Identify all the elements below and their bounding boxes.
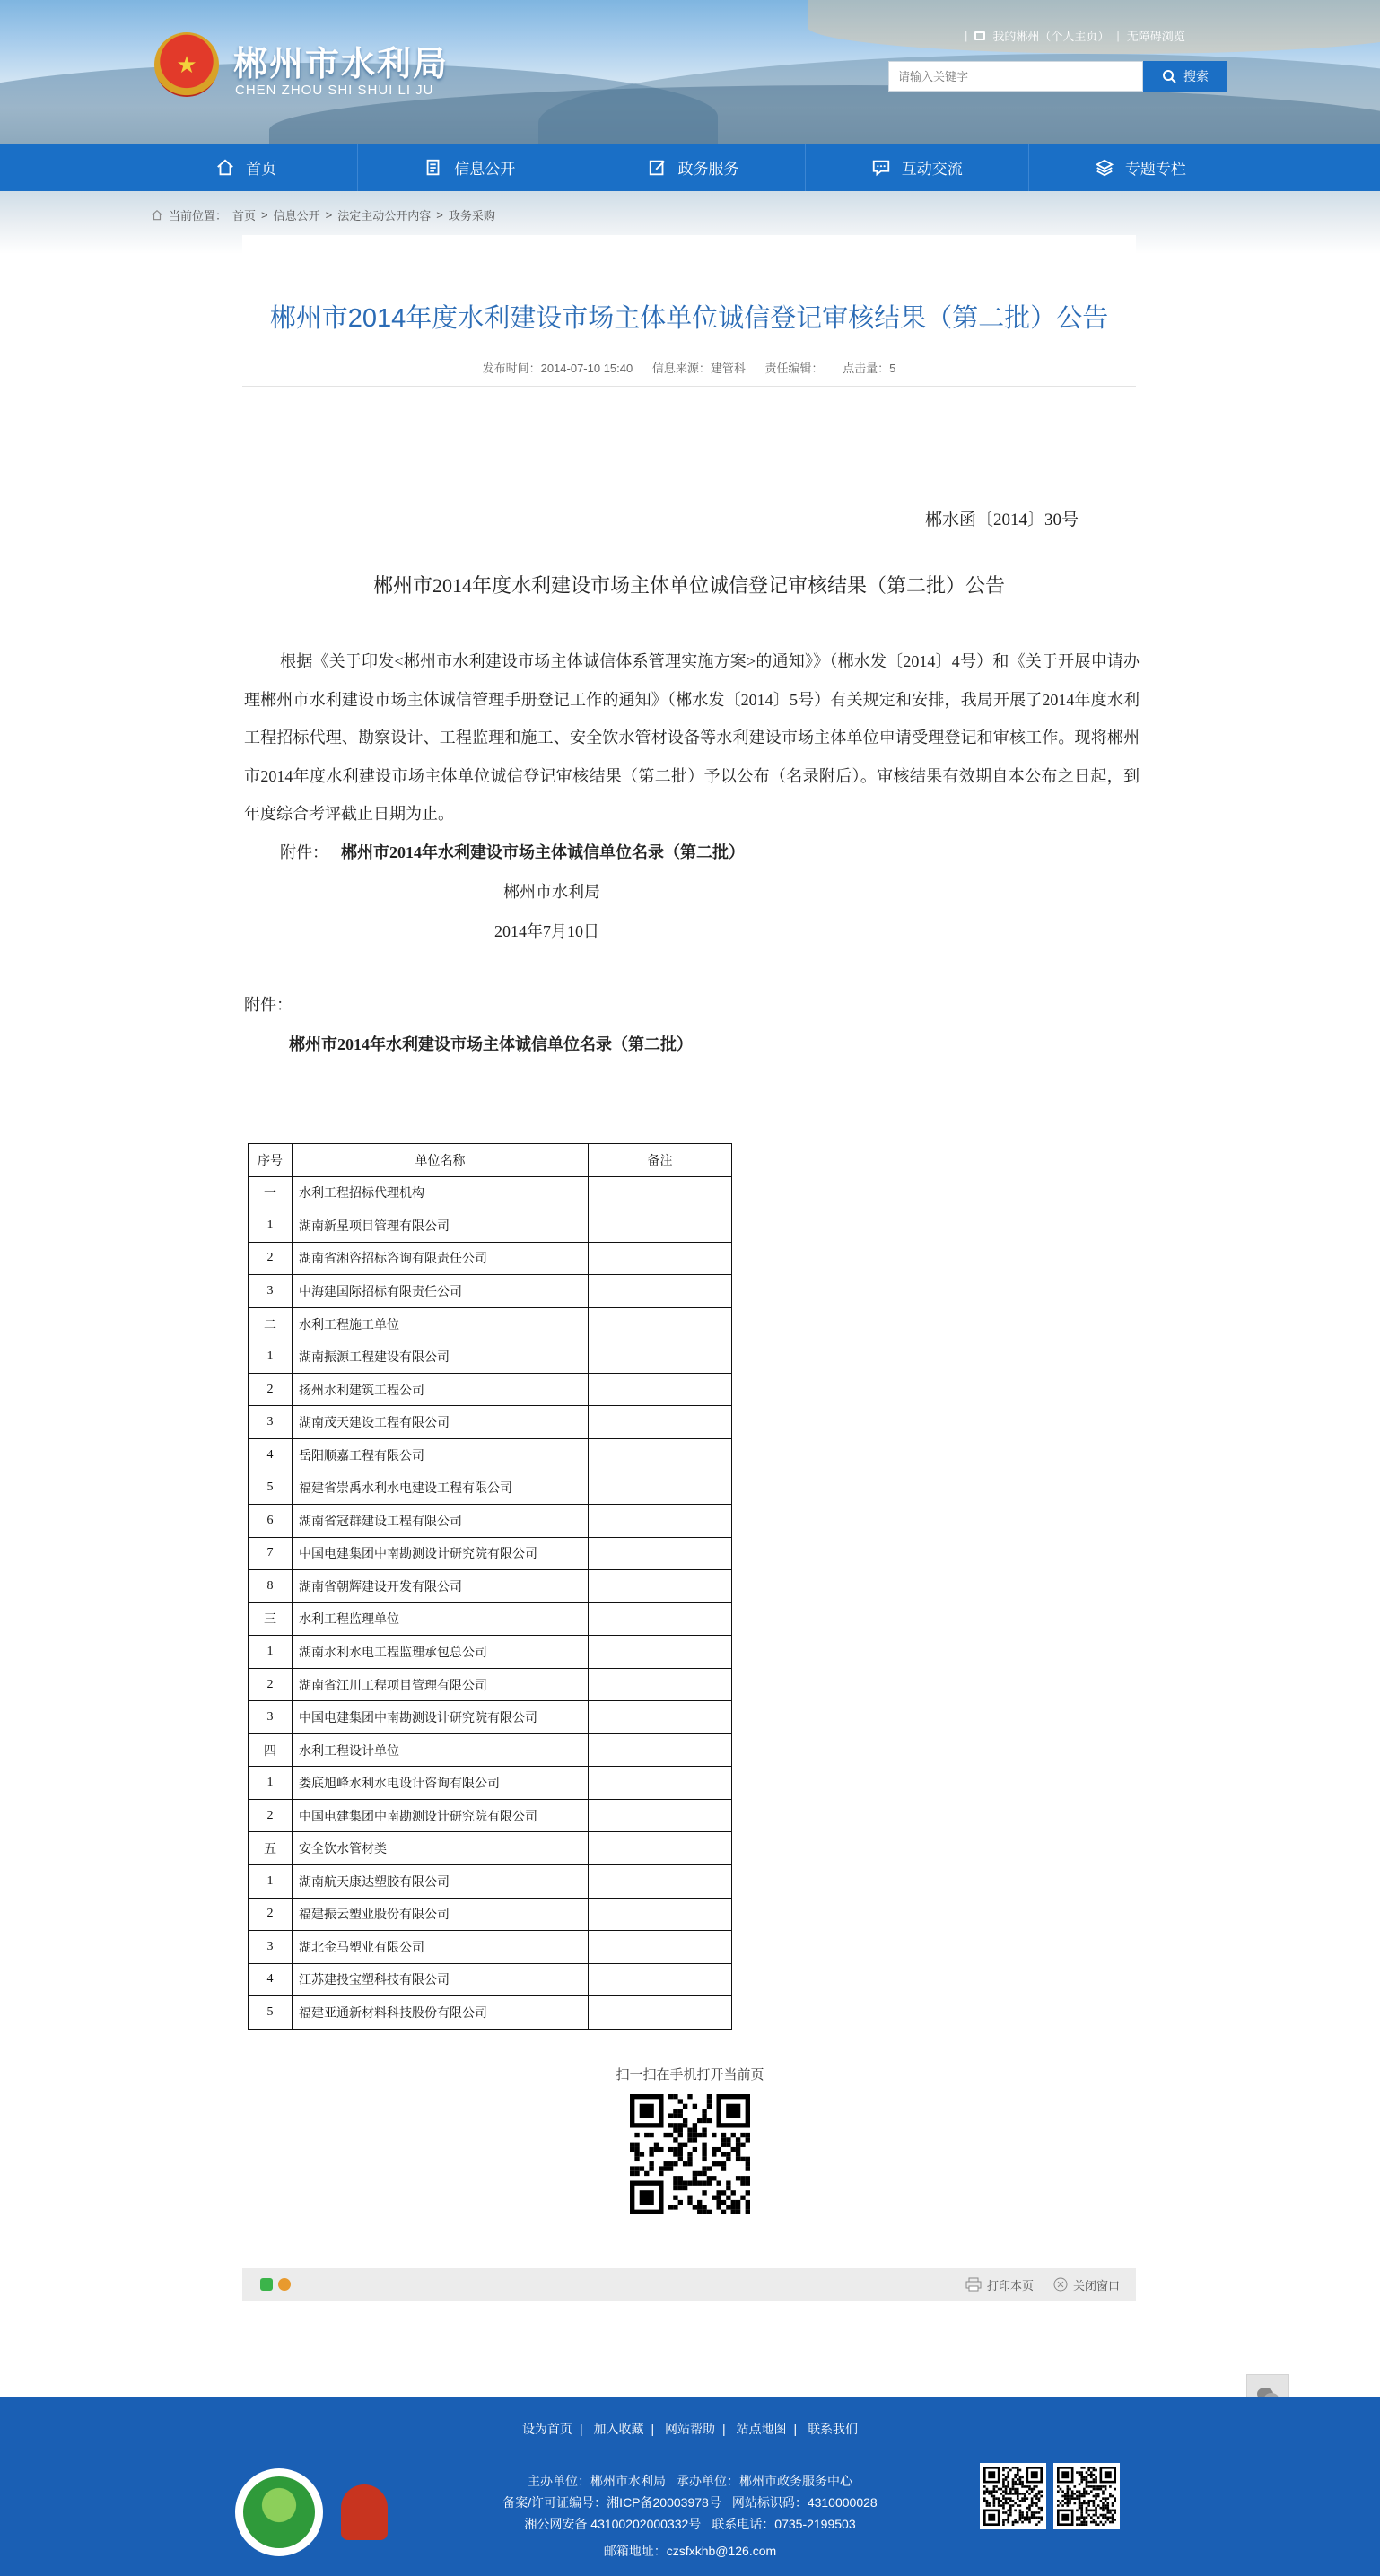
table-row [249, 1636, 732, 1669]
unit-note [589, 1602, 732, 1636]
table-row [249, 1767, 732, 1800]
row-number: 4 [249, 1438, 293, 1471]
table-row [249, 1406, 732, 1439]
table-row [249, 1865, 732, 1899]
unit-note [589, 1340, 732, 1374]
footer-links [0, 2420, 1380, 2438]
table-row [249, 1275, 732, 1308]
nav-item-label: 信息公开 [454, 161, 516, 178]
table-row [249, 1373, 732, 1406]
row-number: 1 [249, 1340, 293, 1374]
table-row [249, 1340, 732, 1374]
footer-qr-1 [980, 2463, 1046, 2529]
table-row [249, 1963, 732, 1996]
click-count: 点击量：5 [843, 362, 896, 375]
table-row [249, 1931, 732, 1964]
divider: | [722, 2422, 726, 2436]
header-name: 单位名称 [293, 1144, 589, 1177]
footer-link-help[interactable]: 网站帮助 [665, 2422, 715, 2436]
unit-note [589, 1767, 732, 1800]
divider: | [793, 2422, 798, 2436]
article-title: 郴州市2014年度水利建设市场主体单位诚信登记审核结果（第二批）公告 [269, 304, 1109, 333]
unit-note [589, 1898, 732, 1931]
editor: 责任编辑： [764, 362, 824, 375]
footer-link-contact[interactable]: 联系我们 [808, 2422, 859, 2436]
nav-item-label: 首页 [246, 161, 277, 178]
breadcrumb-item-procurement[interactable]: 政务采购 [448, 209, 495, 223]
table-row [249, 1537, 732, 1570]
unit-note [589, 1996, 732, 2030]
row-number: 3 [249, 1931, 293, 1964]
search-icon [1162, 69, 1176, 83]
share-icons [260, 2278, 291, 2291]
table-row [249, 1242, 732, 1275]
weibo-share-icon[interactable] [278, 2278, 291, 2291]
unit-note [589, 1799, 732, 1832]
unit-name: 湖南航天康达塑胶有限公司 [293, 1865, 589, 1899]
breadcrumb-item-home[interactable]: 首页 [232, 209, 257, 223]
unit-name: 中国电建集团中南勘测设计研究院有限公司 [293, 1701, 589, 1734]
document-icon [424, 158, 443, 178]
row-number: 8 [249, 1570, 293, 1603]
table-row [249, 1438, 732, 1471]
breadcrumb-sep: > [436, 208, 443, 222]
breadcrumb [151, 206, 495, 223]
appendix-title: 郴州市2014年水利建设市场主体诚信单位名录（第二批） [289, 1035, 693, 1053]
row-number: 7 [249, 1537, 293, 1570]
unit-note [589, 1931, 732, 1964]
table-row [249, 1471, 732, 1505]
national-emblem-icon[interactable]: ★ [154, 32, 219, 97]
footer-link-sitemap[interactable]: 站点地图 [736, 2422, 787, 2436]
breadcrumb-sep: > [325, 208, 333, 222]
unit-note [589, 1668, 732, 1701]
header-note: 备注 [589, 1144, 732, 1177]
article-toolbar [242, 2268, 1136, 2301]
title-divider [242, 386, 1136, 387]
unit-name: 湖南水利水电工程监理承包总公司 [293, 1636, 589, 1669]
document-number: 郴水函〔2014〕30号 [925, 511, 1079, 529]
unit-note [589, 1275, 732, 1308]
site-footer [0, 2397, 1380, 2576]
printer-icon [965, 2277, 982, 2292]
divider: | [1116, 29, 1120, 42]
accessibility-link[interactable]: 无障碍浏览 [1126, 30, 1185, 43]
row-number: 1 [249, 1636, 293, 1669]
close-window-button[interactable] [1053, 2276, 1120, 2293]
unit-note [589, 1701, 732, 1734]
unit-note [589, 1209, 732, 1243]
unit-note [589, 1636, 732, 1669]
unit-note [589, 1307, 732, 1340]
footer-link-favorite[interactable]: 加入收藏 [593, 2422, 644, 2436]
unit-name: 湖南省江川工程项目管理有限公司 [293, 1668, 589, 1701]
unit-note [589, 1176, 732, 1209]
footer-host: 主办单位：郴州市水利局 [528, 2474, 666, 2488]
unit-note [589, 1505, 732, 1538]
row-number: 4 [249, 1963, 293, 1996]
publish-time: 发布时间：2014-07-10 15:40 [482, 362, 633, 375]
toolbar-actions [965, 2268, 1120, 2301]
home-icon [151, 209, 163, 222]
nav-item-services[interactable] [581, 144, 805, 191]
unit-name: 福建振云塑业股份有限公司 [293, 1898, 589, 1931]
footer-organizer: 承办单位：郴州市政务服务中心 [677, 2474, 852, 2488]
breadcrumb-item-mandatory[interactable]: 法定主动公开内容 [337, 209, 432, 223]
breadcrumb-item-info[interactable]: 信息公开 [273, 209, 320, 223]
layers-icon [1095, 158, 1114, 178]
my-chenzhou-link[interactable]: 我的郴州（个人主页） [992, 30, 1110, 43]
footer-link-homepage[interactable]: 设为首页 [521, 2422, 572, 2436]
unit-name: 水利工程施工单位 [293, 1307, 589, 1340]
unit-name: 湖南茂天建设工程有限公司 [293, 1406, 589, 1439]
nav-item-interaction[interactable] [806, 144, 1029, 191]
table-row [249, 1701, 732, 1734]
document-title: 郴州市2014年度水利建设市场主体单位诚信登记审核结果（第二批）公告 [372, 574, 1005, 597]
row-number: 3 [249, 1701, 293, 1734]
unit-note [589, 1406, 732, 1439]
qr-label: 扫一扫在手机打开当前页 [616, 2067, 764, 2083]
footer-police[interactable]: 湘公网安备 43100202000332号 [524, 2517, 702, 2531]
divider: | [579, 2422, 583, 2436]
row-number: 2 [249, 1242, 293, 1275]
row-number: 3 [249, 1275, 293, 1308]
unit-note [589, 1471, 732, 1505]
site-title[interactable]: 郴州市水利局 [233, 46, 450, 83]
signature-org: 郴州市水利局 [503, 883, 600, 901]
row-number: 5 [249, 1471, 293, 1505]
unit-note [589, 1570, 732, 1603]
attachment-label: 附件： [280, 843, 328, 861]
nav-item-label: 政务服务 [677, 161, 739, 178]
row-number: 2 [249, 1799, 293, 1832]
search-bar [888, 61, 1227, 92]
site-subtitle: CHEN ZHOU SHI SHUI LI JU [235, 83, 434, 98]
search-button[interactable] [1143, 61, 1227, 92]
footer-icp[interactable]: 备案/许可证编号：湘ICP备20003978号 [502, 2495, 721, 2510]
footer-email: 邮箱地址：czsfxkhb@126.com [603, 2544, 777, 2558]
table-row [249, 1799, 732, 1832]
unit-name: 安全饮水管材类 [293, 1832, 589, 1865]
table-row [249, 1668, 732, 1701]
row-number: 三 [249, 1602, 293, 1636]
unit-name: 扬州水利建筑工程公司 [293, 1373, 589, 1406]
unit-name: 福建亚通新材料科技股份有限公司 [293, 1996, 589, 2030]
print-button[interactable] [965, 2276, 1034, 2293]
unit-name: 湖南省冠群建设工程有限公司 [293, 1505, 589, 1538]
info-source: 信息来源：建管科 [651, 362, 746, 375]
row-number: 五 [249, 1832, 293, 1865]
unit-note [589, 1438, 732, 1471]
attachment-line [280, 840, 745, 863]
header-no: 序号 [249, 1144, 293, 1177]
site-header [0, 0, 1380, 144]
unit-name: 岳阳顺嘉工程有限公司 [293, 1438, 589, 1471]
table-row [249, 1996, 732, 2030]
unit-note [589, 1963, 732, 1996]
table-row [249, 1733, 732, 1767]
unit-note [589, 1733, 732, 1767]
main-nav [0, 144, 1380, 191]
row-number: 四 [249, 1733, 293, 1767]
top-links [965, 27, 1185, 44]
unit-name: 中海建国际招标有限责任公司 [293, 1275, 589, 1308]
unit-name: 湖南振源工程建设有限公司 [293, 1340, 589, 1374]
unit-name: 湖北金马塑业有限公司 [293, 1931, 589, 1964]
qr-code-icon [983, 2467, 1043, 2526]
row-number: 1 [249, 1865, 293, 1899]
search-button-label: 搜索 [1183, 69, 1209, 83]
nav-item-info[interactable] [358, 144, 581, 191]
unit-name: 湖南省朝辉建设开发有限公司 [293, 1570, 589, 1603]
row-number: 5 [249, 1996, 293, 2030]
nav-item-label: 互动交流 [901, 161, 963, 178]
unit-name: 中国电建集团中南勘测设计研究院有限公司 [293, 1799, 589, 1832]
row-number: 1 [249, 1767, 293, 1800]
row-number: 二 [249, 1307, 293, 1340]
footer-site-code: 网站标识码：4310000028 [731, 2495, 878, 2510]
unit-name: 水利工程设计单位 [293, 1733, 589, 1767]
edit-icon [648, 158, 668, 178]
divider: | [965, 29, 968, 42]
unit-name: 中国电建集团中南勘测设计研究院有限公司 [293, 1537, 589, 1570]
unit-note [589, 1865, 732, 1899]
row-number: 2 [249, 1668, 293, 1701]
table-row [249, 1209, 732, 1243]
roster-table [248, 1143, 732, 2030]
footer-qr-2 [1053, 2463, 1120, 2529]
appendix-heading: 附件： [244, 996, 293, 1014]
home-icon [215, 158, 235, 178]
row-number: 2 [249, 1373, 293, 1406]
table-row [249, 1898, 732, 1931]
unit-name: 水利工程招标代理机构 [293, 1176, 589, 1209]
nav-item-label: 专题专栏 [1124, 161, 1186, 178]
article-meta [242, 359, 1136, 376]
qr-code-icon [1057, 2467, 1116, 2526]
table-row [249, 1307, 732, 1340]
unit-name: 娄底旭峰水利水电设计咨询有限公司 [293, 1767, 589, 1800]
breadcrumb-prefix: 当前位置： [169, 209, 228, 223]
article-body: 根据《关于印发<郴州市水利建设市场主体诚信体系管理实施方案>的通知》》（郴水发〔2014〕4号）和《关于开展申请办理郴州市水利建设市场主体诚信管理手册登记工作的通知》（郴水发〔2014〕5号）有关规定和安排，我局开展了2014年度水利工程招标代理、勘察设计、工程监理和施工、安全饮水管材设备等水利建设市场主体单位申请受理登记和审核工作。现将郴州市2014年度水利建设市场主体单位诚信登记审核结果（第二批）予以公布（名录附后）。审核结果有效期自本公布之日起，到年度综合考评截止日期为止。 [244, 652, 1140, 823]
unit-name: 江苏建投宝塑科技有限公司 [293, 1963, 589, 1996]
print-label: 打印本页 [986, 2278, 1034, 2292]
unit-note [589, 1373, 732, 1406]
unit-note [589, 1537, 732, 1570]
breadcrumb-sep: > [261, 208, 268, 222]
qr-code-icon [630, 2094, 750, 2214]
unit-note [589, 1242, 732, 1275]
row-number: 6 [249, 1505, 293, 1538]
search-input[interactable] [888, 61, 1143, 92]
table-row [249, 1602, 732, 1636]
signature-date: 2014年7月10日 [494, 922, 599, 940]
nav-item-topics[interactable] [1029, 144, 1252, 191]
unit-name: 湖南省湘咨招标咨询有限责任公司 [293, 1242, 589, 1275]
footer-info [0, 2470, 1380, 2562]
table-row [249, 1505, 732, 1538]
row-number: 1 [249, 1209, 293, 1243]
attachment-name: 郴州市2014年水利建设市场主体诚信单位名录（第二批） [341, 843, 745, 861]
table-row [249, 1176, 732, 1209]
table-row [249, 1832, 732, 1865]
table-header-row [249, 1144, 732, 1177]
unit-note [589, 1832, 732, 1865]
divider: | [651, 2422, 655, 2436]
footer-phone: 联系电话：0735-2199503 [712, 2517, 856, 2531]
row-number: 一 [249, 1176, 293, 1209]
table-row [249, 1570, 732, 1603]
unit-name: 湖南新星项目管理有限公司 [293, 1209, 589, 1243]
monitor-icon [974, 31, 985, 40]
close-label: 关闭窗口 [1072, 2278, 1120, 2292]
unit-name: 福建省崇禹水利水电建设工程有限公司 [293, 1471, 589, 1505]
row-number: 3 [249, 1406, 293, 1439]
row-number: 2 [249, 1898, 293, 1931]
close-icon [1053, 2277, 1068, 2292]
nav-item-home[interactable] [135, 144, 358, 191]
chat-icon [871, 158, 891, 178]
unit-name: 水利工程监理单位 [293, 1602, 589, 1636]
wechat-share-icon[interactable] [260, 2278, 273, 2291]
